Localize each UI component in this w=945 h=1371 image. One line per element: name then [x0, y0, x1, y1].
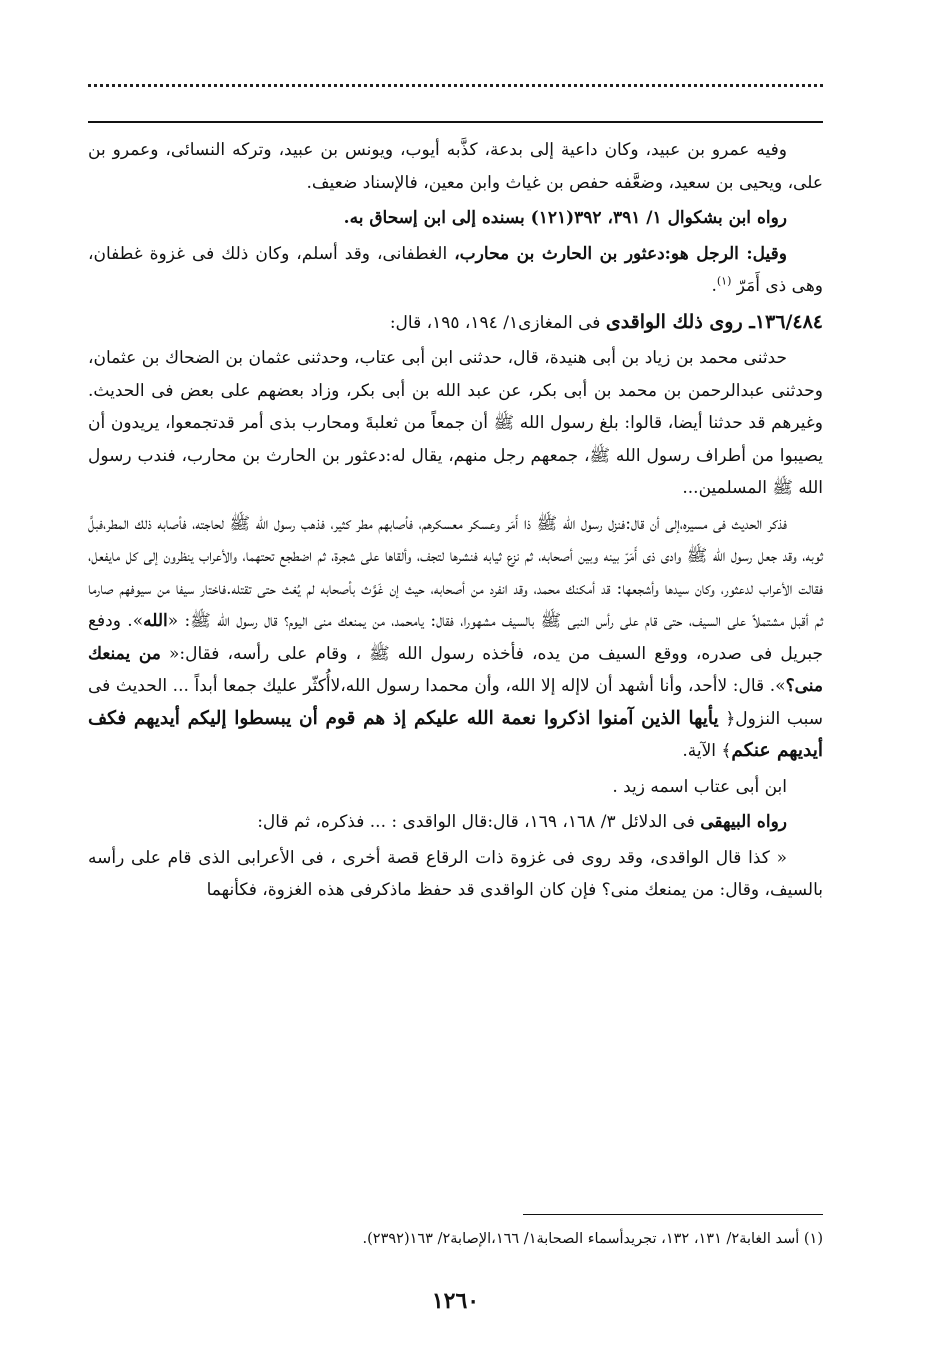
verse-end: ﴾ الآية. — [682, 741, 732, 761]
man-identity-text: الغطفانى، وقد أسلم، وكان ذلك فى غزوة غطفان، وهى ذى أَمَرّ — [88, 243, 823, 296]
hadith-number-lead: ١٣٦/٤٨٤ـ روى ذلك الواقدى — [605, 310, 823, 333]
paragraph-ibn-bashkuwal: رواه ابن بشكوال ١/ ٣٩١، ٣٩٢(١٢١) بسنده إلى ابن إسحاق به. — [343, 208, 787, 228]
narrative-text-3: ». قال: لاأحد، وأنا أشهد أن لاإله إلا الله، وأن محمدا رسول الله،لاأُكثّر عليك جمعا أبداً ... الحديث فى سبب النزول﴿ — [88, 676, 823, 729]
top-rule — [88, 121, 823, 123]
narrative-text-2: ». ودفع جبريل فى صدره، ووقع السيف من يده، فأخذه رسول الله ﷺ ، وقام على رأسه، فقال:« — [88, 611, 823, 664]
bayhaqi-source: فى الدلائل ٣/ ١٦٨، ١٦٩، قال:قال الواقدى : ... فذكره، ثم قال: — [257, 812, 701, 832]
answer-allah: الله — [143, 611, 168, 631]
quran-verse: يأيها الذين آمنوا اذكروا نعمة الله عليكم إذ هم قوم أن يبسطوا إليكم أيديهم فكف أيديهم عنكم — [88, 707, 823, 761]
footnote: (١) أسد الغابة٢/ ١٣١، ١٣٢، تجريدأسماء الصحابة١/ ١٦٦،الإصابة٢/ ١٦٣(٢٣٩٢). — [362, 1231, 823, 1247]
footnote-reference: (١) — [716, 274, 732, 288]
footnote-rule — [523, 1214, 823, 1215]
bayhaqi-lead: رواه البيهقى — [700, 812, 787, 832]
question-who-protects: من يمنعك منى؟ — [88, 643, 823, 696]
paragraph-quote-waqidi: « كذا قال الواقدى، وقد روى فى غزوة ذات الرقاع قصة أخرى ، فى الأعرابى الذى قام على رأسه بالسيف، وقال: من يمنعك منى؟ فإن كان الواقدى قد حفظ ماذكرفى هذه الغزوة، فكأنهما — [88, 847, 823, 900]
paragraph-isnad: حدثنى محمد بن زياد بن أبى هنيدة، قال، حدثنى ابن أبى عتاب، وحدثنى عثمان بن الضحاك بن عثمان، وحدثنى عبدالرحمن بن محمد بن أبى بكر، عن عبد الله بن أبى بكر، وزاد بعضهم على بعض فى الحديث. وغيرهم قد حدثنا أيضا، قالوا: بلغ رسول الله ﷺ أن جمعاً من ثعلبةَ ومحارب بذى أمر قدتجمعوا، يريدون أن يصيبوا من أطراف رسول الله ﷺ، جمعهم رجل منهم، يقال له:دعثور بن الحارث بن محارب، فندب رسول الله ﷺ المسلمين... — [88, 348, 823, 498]
paragraph-ibn-abi-attab: ابن أبى عتاب اسمه زيد . — [612, 776, 787, 797]
man-identity-lead: وقيل: الرجل هو:دعثور بن الحارث بن محارب، — [454, 243, 787, 264]
paragraph-bayhaqi — [88, 806, 823, 839]
paragraph-man-identity: وقيل: الرجل هو:دعثور بن الحارث بن محارب، الغطفانى، وقد أسلم، وكان ذلك فى غزوة غطفان، وهى ذى أَمَرّ $^{(١)}$. — [88, 243, 823, 296]
paragraph-narrative — [88, 508, 823, 768]
paragraph-narrator-critique: وفيه عمرو بن عبيد، وكان داعية إلى بدعة، كذَّبه أيوب، ويونس بن عبيد، وتركه النسائى، وعمرو بن على، ويحيى بن سعيد، وضعَّفه حفص بن غياث وابن معين، فالإسناد ضعيف. — [88, 140, 823, 193]
paragraph-hadith-number — [88, 306, 823, 340]
main-text — [88, 134, 823, 910]
narrative-text: فذكر الحديث فى مسيره،إلى أن قال:فنزل رسول الله ﷺ ذا أَمَر وعسكر معسكرهم، فأصابهم مطر كثير، فذهب رسول الله ﷺ لحاجته، فأصابه ذلك المطر،فبلَّ ثوبه، وقد جعل رسول الله ﷺ وادى ذى أَمَرّ بينه وبين أصحابه، ثم نزع ثيابه فنشرها لتجف، وألقاها على شجرة، ثم اضطجع تحتهما، والأعراب ينظرون إلى كل مايفعل، فقالت الأعراب لدعثور، وكان سيدها وأشجعها: قد أمكنك محمد، وقد انفرد من أصحابه، حيث إن غَوَّث بأصحابه لم يُغث حتى تقتله.فاختار سيفا من سيوفهم صارما ثم أقبل مشتملاً على السيف، حتى قام على رأس النبى ﷺ بالسيف مشهورا، فقال: يامحمد، من يمنعك منى اليوم؟ قال رسول الله ﷺ: « — [88, 513, 823, 631]
page-number: ١٢٦٠ — [431, 1288, 480, 1314]
document-page — [88, 0, 823, 1371]
hadith-source: فى المغازى١/ ١٩٤، ١٩٥، قال: — [389, 312, 606, 333]
dotted-header-rule — [88, 84, 823, 98]
